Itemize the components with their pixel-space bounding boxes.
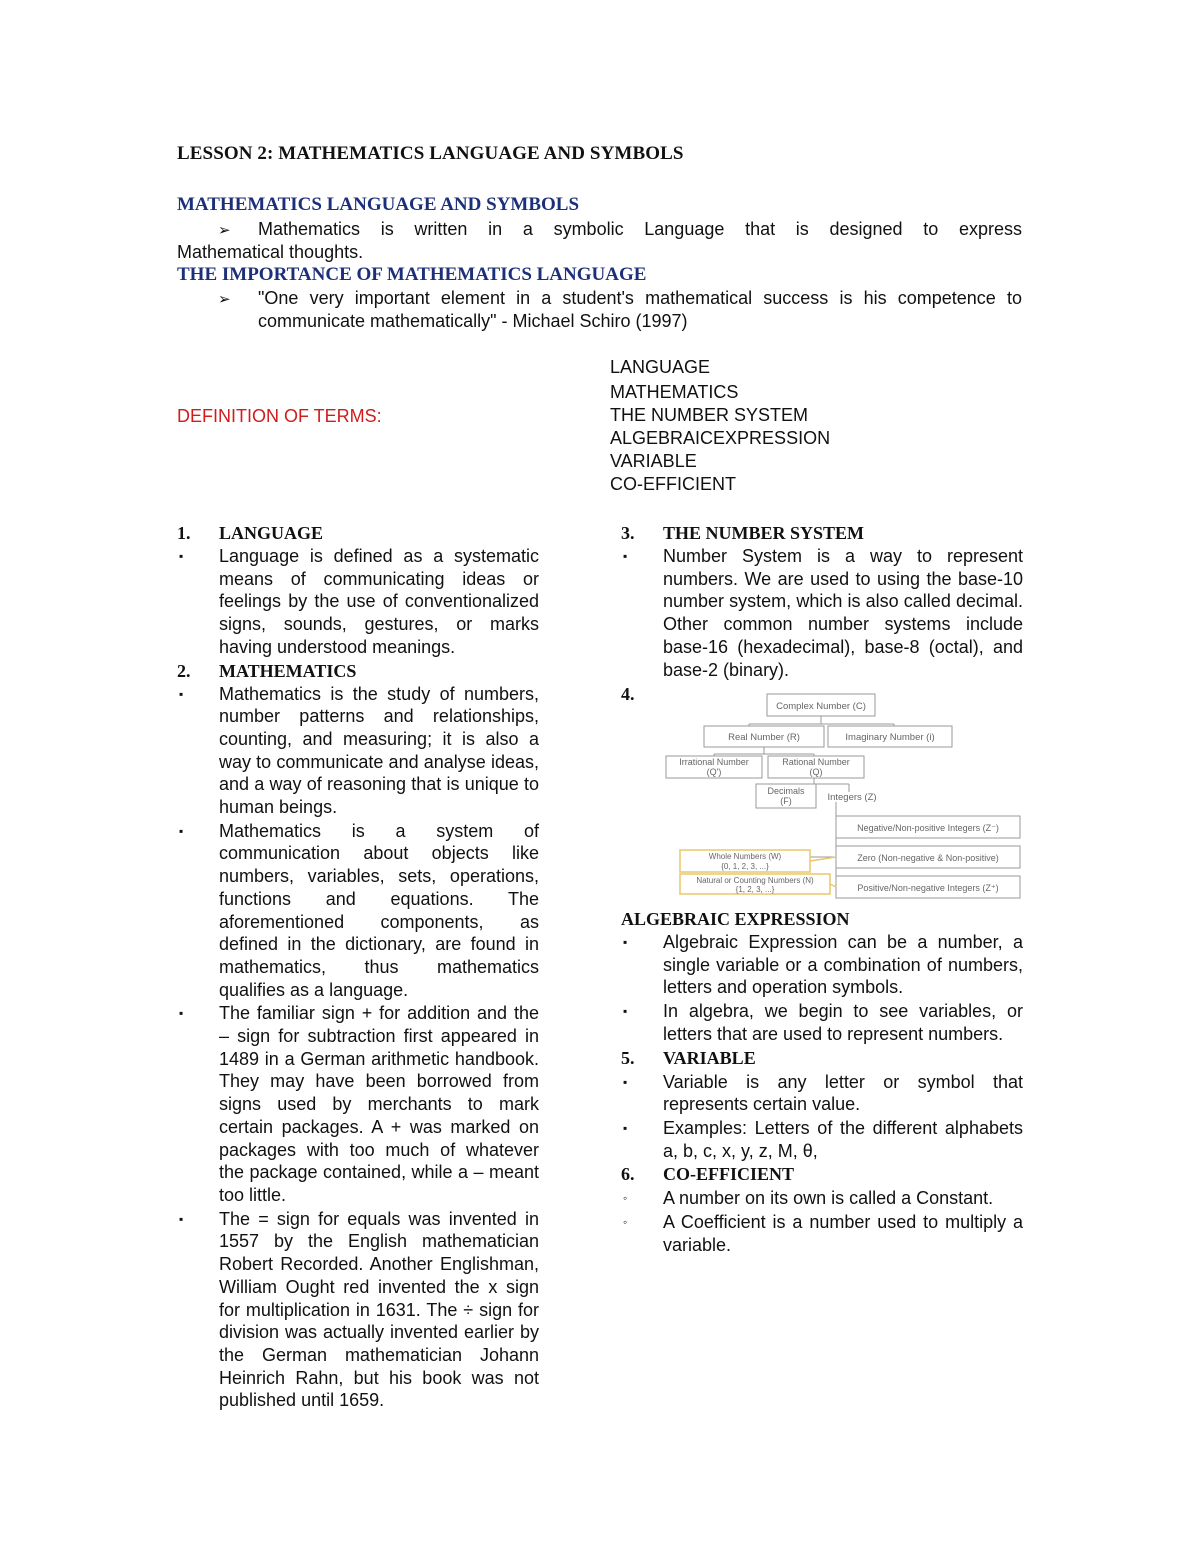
- real-number-label: Real Number (R): [728, 732, 800, 743]
- list-item: [177, 545, 539, 659]
- term-heading-language: [177, 522, 539, 545]
- square-bullet-icon: ▪: [179, 549, 184, 563]
- quote-line1: "One very important element in a student's mathematical success is his competence to: [258, 288, 1022, 308]
- term-item: VARIABLE: [610, 451, 697, 471]
- right-column-lower: [621, 908, 1023, 1256]
- list-item: [177, 820, 539, 1002]
- bullet-text: Algebraic Expression can be a number, a single variable or a combination of numbers, letters and operation symbols.: [663, 932, 1023, 998]
- list-item: [621, 1211, 1023, 1256]
- bullet-text: The = sign for equals was invented in 1557 by the English mathematician Robert Recorded. Another Englishman, William Ought red invented the x sign for multiplication in 1631. The ÷ sign for division was actually invented earlier by the German mathematician Johann Heinrich Rahn, but his book was not published until 1659.: [219, 1208, 539, 1411]
- term-title: LANGUAGE: [219, 523, 324, 543]
- whole-numbers-label: Whole Numbers (W): [708, 852, 782, 861]
- square-bullet-icon: ▪: [623, 935, 628, 949]
- left-column: [177, 522, 539, 1412]
- term-heading-coefficient: [621, 1163, 1023, 1186]
- square-bullet-icon: ▪: [179, 823, 184, 838]
- term-number: 5.: [621, 1047, 635, 1068]
- rational-number-label: Rational Number: [782, 757, 850, 767]
- square-bullet-icon: ▪: [623, 549, 628, 563]
- rational-number-symbol: (Q): [809, 767, 823, 777]
- square-bullet-icon: ▪: [623, 1120, 628, 1135]
- list-item: [621, 1117, 1023, 1162]
- term-heading-mathematics: [177, 660, 539, 683]
- whole-numbers-set: {0, 1, 2, 3, ...}: [721, 862, 769, 871]
- zero-label: Zero (Non-negative & Non-positive): [857, 853, 999, 863]
- bullet-text: A Coefficient is a number used to multiply a variable.: [663, 1212, 1023, 1255]
- term-number: 1.: [177, 523, 191, 543]
- complex-number-label: Complex Number (C): [776, 701, 866, 712]
- term-heading-number-system: [621, 522, 1023, 545]
- number-system-diagram: [664, 692, 1024, 902]
- bullet-text: Variable is any letter or symbol that represents certain value.: [663, 1071, 1023, 1115]
- square-bullet-icon: ▪: [623, 1074, 628, 1089]
- list-item: [177, 1002, 539, 1206]
- negative-integers-label: Negative/Non-positive Integers (Z⁻): [857, 823, 999, 833]
- term-heading-variable: [621, 1047, 1023, 1070]
- bullet-text: Mathematics is the study of numbers, number patterns and relationships, counting, and measuring; it is also a way to communicate and analyse ideas, and a way of reasoning that is unique to human beings.: [219, 683, 539, 818]
- bullet-text: A number on its own is called a Constant.: [663, 1188, 994, 1209]
- decimals-label: Decimals: [767, 786, 805, 796]
- right-column: [621, 522, 1023, 681]
- term-item: ALGEBRAICEXPRESSION: [610, 428, 831, 448]
- bullet-text: Mathematics is a system of communication about objects like numbers, variables, sets, operations, functions and equations. The aforementioned components, as defined in the dictionary, are found in mathematics, thus mathematics qualifies as a language.: [219, 820, 539, 1000]
- term-title: MATHEMATICS: [219, 660, 357, 681]
- natural-numbers-label: Natural or Counting Numbers (N): [696, 876, 814, 885]
- irrational-number-symbol: (Q'): [706, 767, 722, 777]
- list-item: [621, 1000, 1023, 1045]
- term-number: 6.: [621, 1164, 635, 1185]
- section-heading-language-symbols: MATHEMATICS LANGUAGE AND SYMBOLS: [177, 194, 580, 215]
- positive-integers-label: Positive/Non-negative Integers (Z⁺): [857, 883, 999, 893]
- page-title: LESSON 2: MATHEMATICS LANGUAGE AND SYMBOLS: [177, 143, 684, 164]
- integers-label: Integers (Z): [827, 792, 877, 803]
- arrow-bullet-icon: ➢: [218, 291, 231, 308]
- list-item: [621, 1071, 1023, 1116]
- term-item: THE NUMBER SYSTEM: [610, 405, 809, 425]
- term-number: 2.: [177, 660, 191, 681]
- list-item: [621, 931, 1023, 999]
- term-item: CO-EFFICIENT: [610, 474, 736, 494]
- quote-line2: communicate mathematically" - Michael Schiro (1997): [258, 311, 688, 331]
- square-bullet-icon: ▪: [179, 1211, 184, 1226]
- section1-text-line1: Mathematics is written in a symbolic Language that is designed to express: [258, 219, 1022, 239]
- term-title: THE NUMBER SYSTEM: [663, 523, 865, 543]
- term-item: MATHEMATICS: [610, 382, 739, 402]
- list-item: [177, 1208, 539, 1412]
- term-heading-algebraic: ALGEBRAIC EXPRESSION: [621, 909, 850, 929]
- list-item: [621, 1187, 1023, 1210]
- natural-numbers-set: {1, 2, 3, ...}: [735, 885, 775, 894]
- term-title: VARIABLE: [663, 1047, 756, 1068]
- item-number-4: 4.: [621, 684, 635, 704]
- arrow-bullet-icon: ➢: [218, 222, 231, 239]
- round-bullet-icon: ◦: [623, 1215, 628, 1230]
- square-bullet-icon: ▪: [179, 686, 184, 701]
- term-item: LANGUAGE: [610, 357, 711, 377]
- section-heading-importance: THE IMPORTANCE OF MATHEMATICS LANGUAGE: [177, 264, 647, 285]
- decimals-symbol: (F): [780, 796, 792, 806]
- bullet-text: Language is defined as a systematic means of communicating ideas or feelings by the use of conventionalized signs, sounds, gestures, or marks having understood meanings.: [219, 546, 539, 657]
- bullet-text: The familiar sign + for addition and the – sign for subtraction first appeared in 1489 in a German arithmetic handbook. They may have been borrowed from signs used by merchants to mark certain packages. A + was marked on packages with too much of whatever the package contained, while a – meant too little.: [219, 1003, 539, 1205]
- round-bullet-icon: ◦: [623, 1191, 628, 1206]
- terms-list: [610, 356, 830, 496]
- list-item: [177, 683, 539, 819]
- imaginary-number-label: Imaginary Number (i): [845, 732, 935, 743]
- square-bullet-icon: ▪: [623, 1004, 628, 1019]
- bullet-text: In algebra, we begin to see variables, or letters that are used to represent numbers.: [663, 1001, 1023, 1044]
- bullet-text: Number System is a way to represent numbers. We are used to using the base-10 number system, which is also called decimal. Other common number systems include base-16 (hexadecimal), base-8 (octal), and base-2 (binary).: [663, 546, 1023, 680]
- term-number: 3.: [621, 523, 635, 543]
- section1-text-line2: Mathematical thoughts.: [177, 242, 364, 262]
- term-title: CO-EFFICIENT: [663, 1164, 795, 1185]
- bullet-text: Examples: Letters of the different alphabets a, b, c, x, y, z, M, θ,: [663, 1117, 1023, 1161]
- irrational-number-label: Irrational Number: [679, 757, 749, 767]
- square-bullet-icon: ▪: [179, 1006, 184, 1021]
- list-item: [621, 545, 1023, 681]
- definition-label: DEFINITION OF TERMS:: [177, 406, 382, 426]
